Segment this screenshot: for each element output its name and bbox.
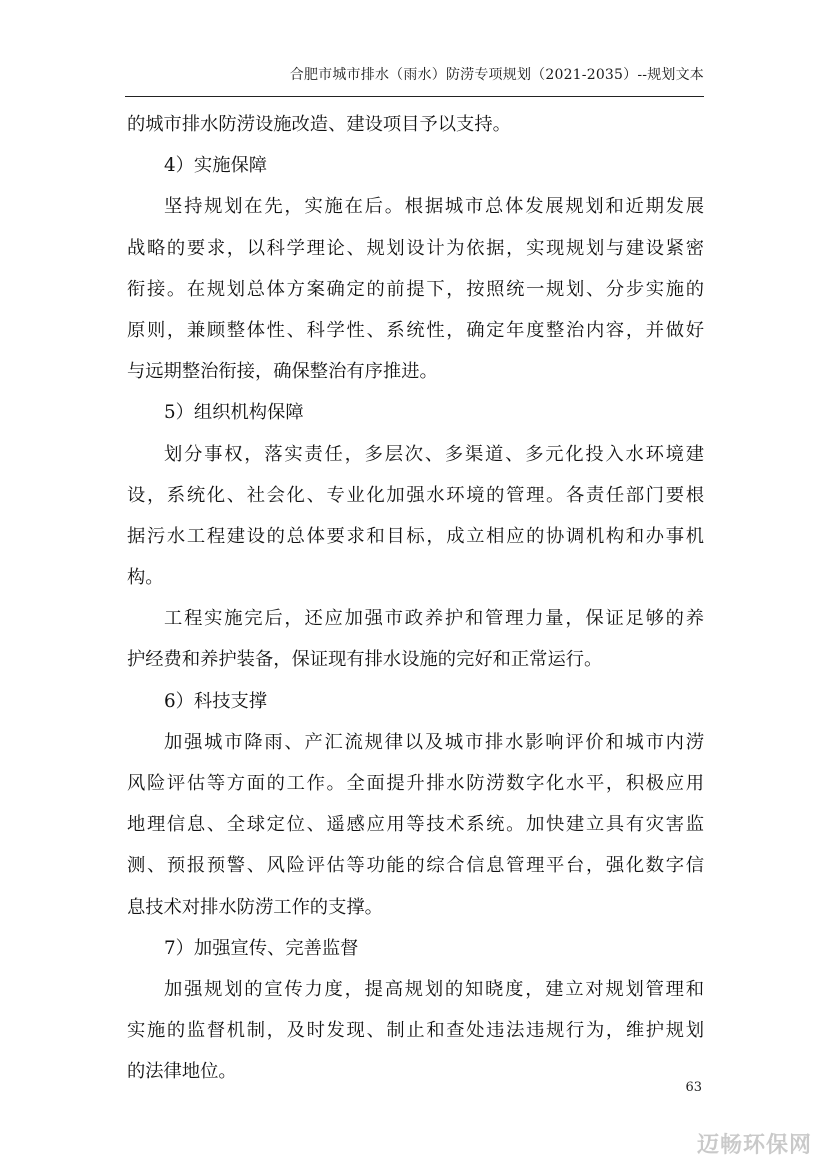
text-line: 的城市排水防涝设施改造、建设项目予以支持。	[127, 114, 511, 135]
text-line: 与远期整治衔接，确保整治有序推进。	[127, 361, 438, 383]
text-line: 护经费和养护装备，保证现有排水设施的完好和正常运行。	[127, 649, 603, 671]
text-line: 实施的监督机制，及时发现、制止和查处违法违规行为，维护规划	[127, 1020, 704, 1042]
document-body	[127, 104, 704, 1093]
text-line: 构。	[127, 567, 164, 589]
text-line: 的法律地位。	[127, 1061, 237, 1083]
section-heading: 6）科技支撑	[164, 690, 268, 712]
section-heading: 7）加强宣传、完善监督	[164, 937, 359, 959]
text-line: 地理信息、全球定位、遥感应用等技术系统。加快建立具有灾害监	[127, 814, 704, 836]
text-line: 风险评估等方面的工作。全面提升排水防涝数字化水平，积极应用	[127, 773, 704, 794]
text-line: 衔接。在规划总体方案确定的前提下，按照统一规划、分步实施的	[127, 278, 704, 300]
running-header: 合肥市城市排水（雨水）防涝专项规划（2021-2035）--规划文本	[289, 67, 704, 83]
header-rule	[125, 96, 704, 97]
text-line: 原则，兼顾整体性、科学性、系统性，确定年度整治内容，并做好	[127, 319, 704, 341]
page-number: 63	[685, 1080, 702, 1095]
text-line: 加强规划的宣传力度，提高规划的知晓度，建立对规划管理和	[164, 978, 704, 1000]
text-line: 设，系统化、社会化、专业化加强水环境的管理。各责任部门要根	[127, 484, 704, 506]
watermark-logo: 迈畅环保网	[696, 1133, 812, 1158]
text-line: 划分事权，落实责任，多层次、多渠道、多元化投入水环境建	[164, 443, 704, 465]
text-line: 据污水工程建设的总体要求和目标，成立相应的协调机构和办事机	[127, 525, 704, 547]
section-heading: 5）组织机构保障	[164, 402, 304, 424]
text-line: 息技术对排水防涝工作的支撑。	[127, 896, 383, 918]
text-line: 测、预报预警、风险评估等功能的综合信息管理平台，强化数字信	[127, 855, 704, 877]
text-line: 加强城市降雨、产汇流规律以及城市排水影响评价和城市内涝	[164, 731, 704, 753]
text-line: 战略的要求，以科学理论、规划设计为依据，实现规划与建设紧密	[127, 237, 704, 259]
text-line: 工程实施完后，还应加强市政养护和管理力量，保证足够的养	[164, 608, 704, 630]
text-line: 坚持规划在先，实施在后。根据城市总体发展规划和近期发展	[164, 196, 704, 218]
section-heading: 4）实施保障	[164, 155, 268, 177]
